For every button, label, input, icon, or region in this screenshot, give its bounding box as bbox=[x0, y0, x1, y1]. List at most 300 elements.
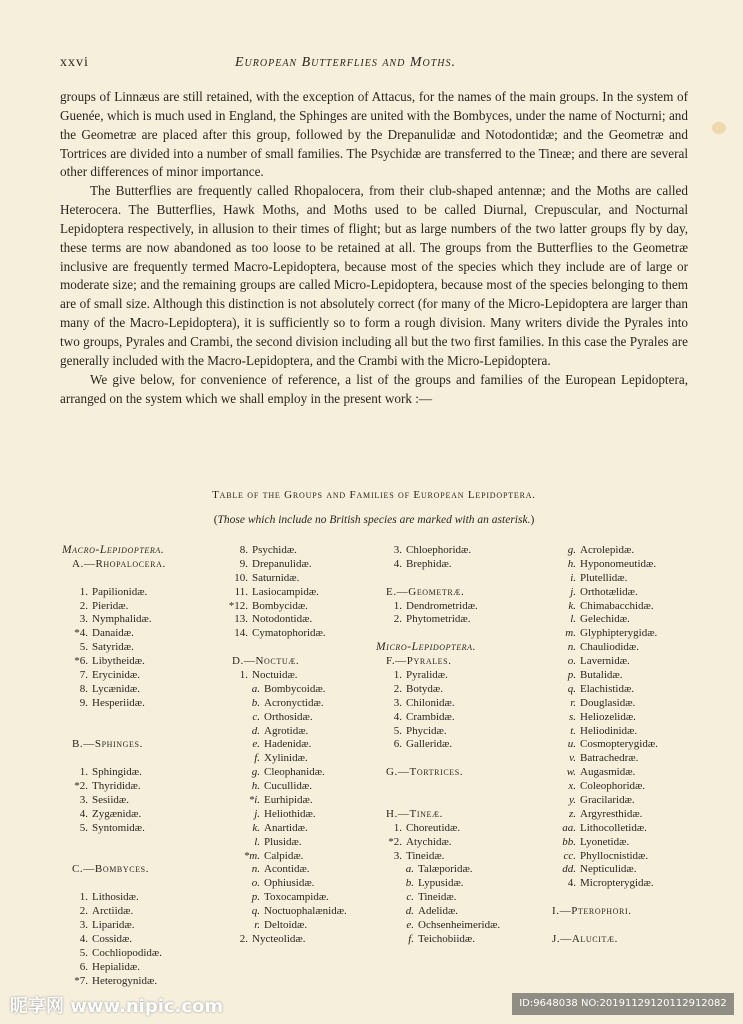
family-item bbox=[62, 780, 222, 794]
watermark-logo: 昵享网 www.nipic.com bbox=[10, 996, 224, 1017]
item-number: *i. bbox=[248, 794, 260, 807]
item-name: Cosmopterygidæ. bbox=[580, 738, 658, 751]
item-name: Hepialidæ. bbox=[92, 960, 140, 973]
item-number: y. bbox=[568, 794, 576, 807]
subfamily-item bbox=[550, 683, 730, 697]
item-name: Hadenidæ. bbox=[264, 738, 312, 751]
spacer bbox=[376, 780, 551, 794]
item-name: Saturnidæ. bbox=[252, 571, 300, 584]
item-name: Zygænidæ. bbox=[92, 807, 142, 820]
family-item bbox=[62, 975, 222, 989]
subfamily-item bbox=[550, 780, 730, 794]
item-name: Erycinidæ. bbox=[92, 669, 140, 682]
family-item bbox=[62, 794, 222, 808]
note-close-paren: ) bbox=[530, 514, 535, 526]
item-name: Cochliopodidæ. bbox=[92, 946, 162, 959]
item-name: Papilionidæ. bbox=[92, 585, 148, 598]
family-item bbox=[376, 600, 551, 614]
subfamily-item bbox=[222, 683, 384, 697]
item-name: Psychidæ. bbox=[252, 544, 297, 556]
item-name: Sesiidæ. bbox=[92, 794, 129, 807]
item-name: Anartidæ. bbox=[264, 821, 308, 834]
item-name: Ophiusidæ. bbox=[264, 877, 315, 890]
family-item bbox=[62, 822, 222, 836]
subfamily-item bbox=[222, 850, 384, 864]
division-heading: Macro-Lepidoptera. bbox=[62, 544, 165, 556]
item-number: 4. bbox=[567, 877, 576, 890]
subfamily-item bbox=[550, 766, 730, 780]
group-heading: H.—Tineæ. bbox=[386, 807, 444, 820]
item-name: Sphingidæ. bbox=[92, 766, 142, 779]
subfamily-item bbox=[376, 891, 551, 905]
subfamily-item bbox=[376, 905, 551, 919]
spacer bbox=[222, 641, 384, 655]
item-number: 4. bbox=[79, 807, 88, 820]
item-number: 5. bbox=[79, 946, 88, 959]
item-name: Heliodinidæ. bbox=[580, 724, 638, 737]
item-number: 1. bbox=[393, 821, 402, 834]
item-number: *6. bbox=[74, 655, 88, 668]
item-name: Lithocolletidæ. bbox=[580, 821, 647, 834]
item-name: Augasmidæ. bbox=[580, 766, 636, 779]
item-number: l. bbox=[254, 835, 260, 848]
family-item bbox=[62, 627, 222, 641]
item-number: 1. bbox=[79, 766, 88, 779]
item-name: Acontidæ. bbox=[264, 863, 310, 876]
subfamily-item bbox=[550, 600, 730, 614]
item-name: Brephidæ. bbox=[406, 557, 452, 570]
item-name: Nycteolidæ. bbox=[252, 932, 306, 945]
running-header bbox=[60, 55, 688, 73]
item-number: 11. bbox=[234, 585, 248, 598]
item-number: 9. bbox=[239, 557, 248, 570]
item-number: 6. bbox=[79, 960, 88, 973]
subfamily-item bbox=[222, 905, 384, 919]
item-number: 3. bbox=[393, 696, 402, 709]
family-item bbox=[62, 891, 222, 905]
item-number: h. bbox=[251, 780, 260, 793]
item-name: Lasiocampidæ. bbox=[252, 585, 319, 598]
family-item bbox=[376, 725, 551, 739]
item-number: 5. bbox=[79, 821, 88, 834]
item-number: p. bbox=[251, 891, 260, 904]
table-column-3 bbox=[376, 544, 551, 947]
subfamily-item bbox=[550, 669, 730, 683]
item-name: Xylinidæ. bbox=[264, 752, 308, 765]
subfamily-item bbox=[222, 877, 384, 891]
item-name: Calpidæ. bbox=[264, 849, 304, 862]
family-item bbox=[376, 850, 551, 864]
item-name: Heliozelidæ. bbox=[580, 710, 636, 723]
group-heading: I.—Pterophori. bbox=[552, 905, 632, 918]
subfamily-item bbox=[550, 725, 730, 739]
item-number: o. bbox=[567, 655, 576, 668]
item-name: Bombycidæ. bbox=[252, 599, 308, 612]
family-item bbox=[376, 669, 551, 683]
item-name: Acronyctidæ. bbox=[264, 696, 324, 709]
subfamily-item bbox=[550, 794, 730, 808]
subfamily-item bbox=[222, 738, 384, 752]
subfamily-item bbox=[550, 863, 730, 877]
item-name: Dendrometridæ. bbox=[406, 599, 478, 612]
division-heading: Micro-Lepidoptera. bbox=[376, 641, 477, 654]
item-number: t. bbox=[570, 724, 576, 737]
subfamily-item bbox=[550, 613, 730, 627]
item-name: Douglasidæ. bbox=[580, 696, 636, 709]
item-name: Elachistidæ. bbox=[580, 682, 635, 695]
item-number: s. bbox=[568, 710, 576, 723]
spacer bbox=[62, 752, 222, 766]
item-number: d. bbox=[405, 905, 414, 918]
item-number: 5. bbox=[79, 641, 88, 654]
subfamily-item bbox=[550, 738, 730, 752]
item-number: 13. bbox=[234, 613, 248, 626]
item-name: Acrolepidæ. bbox=[580, 544, 635, 556]
subfamily-item bbox=[550, 822, 730, 836]
item-number: 1. bbox=[393, 599, 402, 612]
spacer bbox=[62, 572, 222, 586]
item-number: *7. bbox=[74, 974, 88, 987]
spacer bbox=[550, 919, 730, 933]
item-number: 4. bbox=[79, 932, 88, 945]
group-heading: F.—Pyrales. bbox=[386, 655, 452, 668]
item-number: l. bbox=[570, 613, 576, 626]
family-item bbox=[62, 683, 222, 697]
item-name: Crambidæ. bbox=[406, 710, 455, 723]
item-name: Adelidæ. bbox=[418, 905, 459, 918]
family-item bbox=[550, 877, 730, 891]
subfamily-item bbox=[550, 586, 730, 600]
item-number: f. bbox=[408, 932, 414, 945]
item-number: g. bbox=[251, 766, 260, 779]
item-number: 8. bbox=[79, 682, 88, 695]
family-item bbox=[62, 655, 222, 669]
spacer bbox=[62, 877, 222, 891]
note-text: Those which include no British species are marked with an asterisk. bbox=[217, 514, 531, 526]
family-item bbox=[62, 697, 222, 711]
item-number: j. bbox=[570, 585, 576, 598]
family-item bbox=[222, 627, 384, 641]
item-name: Lavernidæ. bbox=[580, 655, 630, 668]
group-heading: G.—Tortrices. bbox=[386, 766, 464, 779]
body-text bbox=[60, 88, 688, 408]
subfamily-item bbox=[376, 919, 551, 933]
item-name: Chimabacchidæ. bbox=[580, 599, 654, 612]
item-name: Gracilaridæ. bbox=[580, 794, 635, 807]
family-item bbox=[222, 613, 384, 627]
item-name: Notodontidæ. bbox=[252, 613, 313, 626]
subfamily-item bbox=[222, 752, 384, 766]
family-item bbox=[222, 669, 384, 683]
item-name: Bombycoidæ. bbox=[264, 682, 326, 695]
subfamily-item bbox=[222, 766, 384, 780]
item-name: Lycænidæ. bbox=[92, 682, 140, 695]
item-number: 4. bbox=[393, 557, 402, 570]
subfamily-item bbox=[550, 655, 730, 669]
item-number: z. bbox=[568, 807, 576, 820]
item-name: Syntomidæ. bbox=[92, 821, 145, 834]
item-number: *m. bbox=[243, 849, 260, 862]
item-number: f. bbox=[254, 752, 260, 765]
family-item bbox=[376, 544, 551, 558]
subfamily-item bbox=[222, 808, 384, 822]
item-number: *2. bbox=[388, 835, 402, 848]
item-name: Noctuophalænidæ. bbox=[264, 905, 347, 918]
item-name: Agrotidæ. bbox=[264, 724, 309, 737]
item-number: 3. bbox=[79, 794, 88, 807]
family-item bbox=[376, 822, 551, 836]
watermark-id: ID:9648038 NO:20191129120112912082 bbox=[512, 993, 734, 1015]
running-head-title: European Butterflies and Moths. bbox=[235, 55, 456, 70]
item-number: 14. bbox=[234, 627, 248, 640]
item-number: b. bbox=[405, 877, 414, 890]
item-name: Eurhipidæ. bbox=[264, 794, 313, 807]
item-name: Tineidæ. bbox=[406, 849, 445, 862]
item-name: Micropterygidæ. bbox=[580, 877, 654, 890]
item-number: *4. bbox=[74, 627, 88, 640]
item-number: 5. bbox=[393, 724, 402, 737]
family-item bbox=[222, 600, 384, 614]
subfamily-item bbox=[550, 850, 730, 864]
item-number: 2. bbox=[79, 905, 88, 918]
item-number: 1. bbox=[239, 669, 248, 682]
item-name: Drepanulidæ. bbox=[252, 557, 312, 570]
item-name: Nepticulidæ. bbox=[580, 863, 637, 876]
item-name: Batrachedræ. bbox=[580, 752, 639, 765]
item-name: Teichobiidæ. bbox=[418, 932, 475, 945]
family-item bbox=[62, 919, 222, 933]
family-item bbox=[62, 586, 222, 600]
table-note bbox=[60, 514, 688, 526]
item-name: Phyllocnistidæ. bbox=[580, 849, 649, 862]
item-number: i. bbox=[570, 571, 576, 584]
item-name: Coleophoridæ. bbox=[580, 780, 646, 793]
spacer bbox=[62, 850, 222, 864]
item-name: Deltoidæ. bbox=[264, 919, 308, 932]
subfamily-item bbox=[222, 836, 384, 850]
group-heading: B.—Sphinges. bbox=[72, 738, 143, 751]
table-column-1 bbox=[62, 544, 222, 989]
item-number: 3. bbox=[393, 849, 402, 862]
item-name: Cucullidæ. bbox=[264, 780, 312, 793]
item-number: r. bbox=[570, 696, 576, 709]
item-name: Phycidæ. bbox=[406, 724, 447, 737]
paper-stain bbox=[712, 122, 726, 134]
item-name: Tineidæ. bbox=[418, 891, 457, 904]
spacer bbox=[376, 794, 551, 808]
item-name: Chauliodidæ. bbox=[580, 641, 639, 654]
spacer bbox=[550, 891, 730, 905]
family-item bbox=[62, 961, 222, 975]
item-number: c. bbox=[406, 891, 414, 904]
family-item bbox=[62, 905, 222, 919]
spacer bbox=[62, 725, 222, 739]
subfamily-item bbox=[222, 780, 384, 794]
spacer bbox=[62, 836, 222, 850]
spacer bbox=[376, 572, 551, 586]
family-item bbox=[376, 836, 551, 850]
item-name: Orthotælidæ. bbox=[580, 585, 638, 598]
family-item bbox=[376, 711, 551, 725]
item-number: cc. bbox=[563, 849, 576, 862]
item-name: Phytometridæ. bbox=[406, 613, 471, 626]
item-name: Galleridæ. bbox=[406, 738, 453, 751]
item-number: dd. bbox=[562, 863, 576, 876]
family-item bbox=[222, 586, 384, 600]
item-number: c. bbox=[252, 710, 260, 723]
subfamily-item bbox=[222, 863, 384, 877]
item-number: 3. bbox=[79, 919, 88, 932]
family-item bbox=[376, 558, 551, 572]
subfamily-item bbox=[222, 697, 384, 711]
item-name: Butalidæ. bbox=[580, 669, 623, 682]
family-item bbox=[62, 947, 222, 961]
family-item bbox=[62, 808, 222, 822]
family-item bbox=[222, 544, 384, 558]
item-number: v. bbox=[569, 752, 576, 765]
family-item bbox=[222, 933, 384, 947]
item-name: Plutellidæ. bbox=[580, 571, 628, 584]
spacer bbox=[376, 627, 551, 641]
item-name: Satyridæ. bbox=[92, 641, 134, 654]
item-name: Arctiidæ. bbox=[92, 905, 134, 918]
item-number: e. bbox=[252, 738, 260, 751]
item-name: Lypusidæ. bbox=[418, 877, 464, 890]
item-number: bb. bbox=[562, 835, 576, 848]
item-name: Cymatophoridæ. bbox=[252, 627, 326, 640]
item-number: h. bbox=[567, 557, 576, 570]
item-number: 2. bbox=[393, 613, 402, 626]
subfamily-item bbox=[550, 558, 730, 572]
family-item bbox=[62, 933, 222, 947]
item-number: k. bbox=[568, 599, 576, 612]
item-name: Choreutidæ. bbox=[406, 821, 461, 834]
item-name: Toxocampidæ. bbox=[264, 891, 329, 904]
item-number: 1. bbox=[393, 669, 402, 682]
item-number: *12. bbox=[228, 599, 248, 612]
item-number: 7. bbox=[79, 669, 88, 682]
item-name: Chilonidæ. bbox=[406, 696, 455, 709]
item-number: 2. bbox=[79, 599, 88, 612]
item-number: j. bbox=[254, 807, 260, 820]
item-name: Orthosidæ. bbox=[264, 710, 313, 723]
paragraph: We give below, for convenience of reference, a list of the groups and families of the European Lepidoptera, arranged on the system which we shall employ in the present work :— bbox=[60, 371, 688, 406]
item-number: e. bbox=[406, 919, 414, 932]
item-name: Libytheidæ. bbox=[92, 655, 145, 668]
item-number: u. bbox=[567, 738, 576, 751]
family-item bbox=[376, 738, 551, 752]
family-item bbox=[222, 558, 384, 572]
item-number: p. bbox=[567, 669, 576, 682]
subfamily-item bbox=[222, 891, 384, 905]
item-number: q. bbox=[251, 905, 260, 918]
family-item bbox=[62, 613, 222, 627]
paragraph: groups of Linnæus are still retained, with the exception of Attacus, for the names of the main groups. In the system of Guenée, which is much used in England, the Sphinges are united with the Bombyces, under the name of Nocturni; and the Geometræ are placed after this group, followed by the Drepanulidæ and Notodontidæ; and the Geometræ and Tortrices are divided into a number of small families. The Psychidæ are transferred to the Tineæ; and there are several other differences of minor importance. bbox=[60, 89, 688, 180]
family-item bbox=[62, 766, 222, 780]
group-heading: C.—Bombyces. bbox=[72, 863, 150, 876]
page-number: xxvi bbox=[60, 55, 89, 70]
item-number: 2. bbox=[239, 932, 248, 945]
family-item bbox=[62, 669, 222, 683]
item-name: Liparidæ. bbox=[92, 919, 135, 932]
table-title: Table of the Groups and Families of European Lepidoptera. bbox=[212, 489, 536, 501]
item-number: m. bbox=[565, 627, 576, 640]
item-name: Plusidæ. bbox=[264, 835, 302, 848]
item-number: a. bbox=[405, 863, 414, 876]
subfamily-item bbox=[222, 822, 384, 836]
item-number: r. bbox=[254, 919, 260, 932]
subfamily-item bbox=[550, 641, 730, 655]
subfamily-item bbox=[222, 711, 384, 725]
item-number: 3. bbox=[393, 544, 402, 556]
subfamily-item bbox=[222, 794, 384, 808]
family-item bbox=[62, 641, 222, 655]
spacer bbox=[376, 752, 551, 766]
item-number: 4. bbox=[393, 710, 402, 723]
subfamily-item bbox=[222, 725, 384, 739]
item-number: o. bbox=[251, 877, 260, 890]
item-number: 2. bbox=[393, 682, 402, 695]
subfamily-item bbox=[550, 627, 730, 641]
item-number: 3. bbox=[79, 613, 88, 626]
item-name: Atychidæ. bbox=[406, 835, 452, 848]
item-name: Noctuidæ. bbox=[252, 669, 298, 682]
subfamily-item bbox=[550, 808, 730, 822]
family-item bbox=[376, 697, 551, 711]
item-name: Pieridæ. bbox=[92, 599, 129, 612]
item-name: Hyponomeutidæ. bbox=[580, 557, 657, 570]
item-name: Lyonetidæ. bbox=[580, 835, 630, 848]
item-number: a. bbox=[251, 682, 260, 695]
item-name: Heliothidæ. bbox=[264, 807, 316, 820]
item-number: 1. bbox=[79, 585, 88, 598]
item-name: Hesperiidæ. bbox=[92, 696, 145, 709]
note-open-paren: ( bbox=[213, 514, 218, 526]
item-number: n. bbox=[251, 863, 260, 876]
item-name: Ochsenheimeridæ. bbox=[418, 919, 501, 932]
item-number: g. bbox=[567, 544, 576, 556]
group-heading: E.—Geometræ. bbox=[386, 585, 465, 598]
item-name: Danaidæ. bbox=[92, 627, 134, 640]
item-number: q. bbox=[567, 682, 576, 695]
item-number: x. bbox=[568, 780, 576, 793]
item-name: Gelechidæ. bbox=[580, 613, 630, 626]
group-heading: A.—Rhopalocera. bbox=[72, 557, 166, 570]
subfamily-item bbox=[550, 544, 730, 558]
item-number: b. bbox=[251, 696, 260, 709]
group-heading: D.—Noctuæ. bbox=[232, 655, 300, 668]
table-column-4 bbox=[550, 544, 730, 947]
family-item bbox=[376, 613, 551, 627]
family-item bbox=[222, 572, 384, 586]
table-column-2 bbox=[222, 544, 384, 947]
subfamily-item bbox=[376, 863, 551, 877]
item-number: 1. bbox=[79, 891, 88, 904]
subfamily-item bbox=[376, 877, 551, 891]
item-name: Heterogynidæ. bbox=[92, 974, 158, 987]
item-name: Cleophanidæ. bbox=[264, 766, 325, 779]
subfamily-item bbox=[222, 919, 384, 933]
item-number: *2. bbox=[74, 780, 88, 793]
item-name: Talæporidæ. bbox=[418, 863, 473, 876]
subfamily-item bbox=[376, 933, 551, 947]
item-name: Lithosidæ. bbox=[92, 891, 139, 904]
paragraph: The Butterflies are frequently called Rhopalocera, from their club-shaped antennæ; and the Moths are called Heterocera. The Butterflies, Hawk Moths, and Moths used to be called Diurnal, Crepuscular, and Nocturnal Lepidoptera respectively, in allusion to their times of flight; but as large numbers of the two latter groups fly by day, these terms are now abandoned as too loose to be retained at all. The groups from the Butterflies to the Geometræ inclusive are frequently termed Macro-Lepidoptera, because most of the species which they include are of large or moderate size; and the remaining groups are called Micro-Lepidoptera, because most of the species belonging to them are of small size. Although this distinction is not absolutely correct (for many of the Micro-Lepidoptera are larger than many of the Macro-Lepidoptera), it is sufficiently so to form a rough division. Many writers divide the Pyrales into two groups, Pyrales and Crambi, the second division including all but the two first families. In this case the Pyrales are generally included with the Macro-Lepidoptera, and the Crambi with the Micro-Lepidoptera. bbox=[60, 183, 688, 368]
item-name: Argyresthidæ. bbox=[580, 807, 643, 820]
item-number: w. bbox=[566, 766, 576, 779]
item-name: Botydæ. bbox=[406, 682, 443, 695]
item-number: n. bbox=[567, 641, 576, 654]
